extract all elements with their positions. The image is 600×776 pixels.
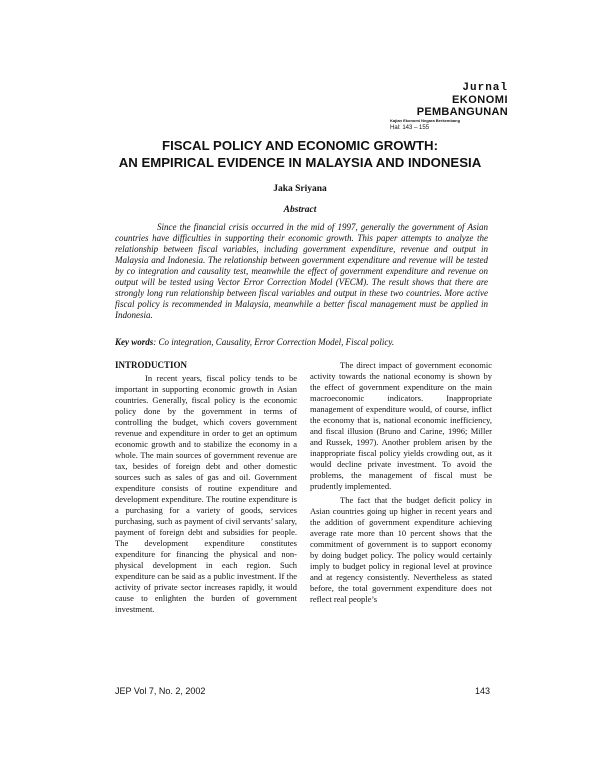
keywords-text: : Co integration, Causality, Error Correction Model, Fiscal policy. [153,337,395,347]
footer-page-number: 143 [474,686,490,696]
section-heading-introduction: INTRODUCTION [115,360,188,370]
masthead-jurnal: Jurnal [462,82,508,94]
footer-journal-info: JEP Vol 7, No. 2, 2002 [115,686,206,696]
masthead-pages: Hal: 143 – 155 [390,125,430,131]
journal-masthead [388,82,508,132]
intro-paragraph-2: The direct impact of government economic activity towards the national economy is shown by the effect of government expenditure on the main macroeconomic indicators. Inappropriate management of expenditure would, of course, inflict the economy that is, national economic inefficiency, and fiscal illusion (Bruno and Carine, 1996; Miller and Russek, 1997). Another problem arisen by the inappropriate fiscal policy yields crowding out, as it would decline private investment. To avoid the problems, the management of fiscal must be prudently implemented. [310,360,492,491]
intro-paragraph-3: The fact that the budget deficit policy in Asian countries going up higher in recent years and the addition of government expenditure achieving average rate more than 10 percent shows that the commitment of government is to support economy by doing budget policy. The policy would certainly imply to budget policy in regional level at province and at regency consistently. Nevertheless as stated before, the total government expenditure does not reflect real people’s [310,495,492,604]
abstract-heading: Abstract [283,205,317,215]
title-line-2: AN EMPIRICAL EVIDENCE IN MALAYSIA AND INDONESIA [118,155,482,170]
masthead-ekonomi: EKONOMI [451,94,508,106]
masthead-subtitle: Kajian Ekonomi Negara Berkembang [390,118,461,123]
left-column [115,360,297,618]
intro-paragraph-1: In recent years, fiscal policy tends to be important in supporting economic growth in Asian countries. Generally, fiscal policy is the economic policy done by the government in terms of controlling the budget, which covers government revenue and expenditure in order to get an optimum economic growth and to stabilize the economy in a whole. The main sources of government revenue are tax, besides of foreign debt and other domestic sources such as sales of gas and oil. Government expenditure consists of routine expenditure and development expenditure. The routine expenditure is a purchasing for a variety of goods, services purchasing, such as payment of civil servants’ salary, payment of foreign debt and subsidies for people. The development expenditure constitutes expenditure for financing the physical and non-physical development in each region. Such expenditure can be said as a public investment. If the activity of private sector increases rapidly, it would cause to enlighten the burden of government investment. [115,373,297,614]
keywords [115,337,495,348]
right-column [310,360,492,608]
abstract-text: Since the financial crisis occurred in the mid of 1997, generally the government of Asian countries have difficulties in supporting their economic growth. This paper attempts to analyze the relationship between fiscal variables, including government expenditure, revenue and output in Malaysia and Indonesia. The relationship between government expenditure and revenue will be tested by co integration and causality test, meanwhile the effect of government expenditure and revenue on output will be tested using Vector Error Correction Model (VECM). The result shows that there are strongly long run relationship between fiscal variables and output in these two countries. More active fiscal policy is recommended in Malaysia, meanwhile a better fiscal management must be applied in Indonesia. [115,222,488,320]
keywords-label: Key words [115,337,154,347]
masthead-pembangunan: PEMBANGUNAN [416,106,508,118]
paper-title [100,137,500,171]
title-line-1: FISCAL POLICY AND ECONOMIC GROWTH: [162,138,438,153]
author-name: Jaka Sriyana [273,184,327,194]
